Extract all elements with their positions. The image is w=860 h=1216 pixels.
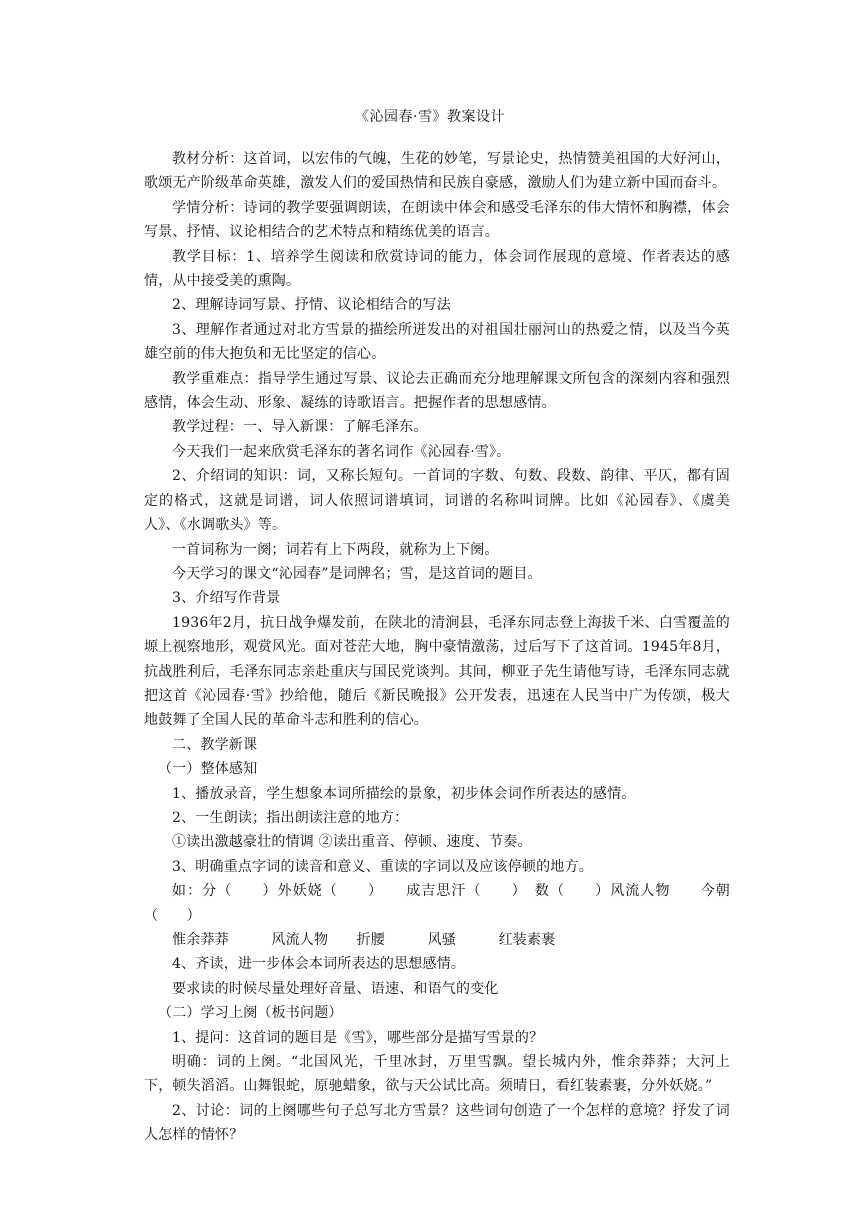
paragraph: 3、明确重点字词的读音和意义、重读的字词以及应该停顿的地方。 [172,858,593,875]
paragraph: 明确：词的上阕。“北国风光，千里冰封，万里雪飘。望长城内外，惟余莽莽；大河上下，顿失滔滔。山舞银蛇，原驰蜡象，欲与天公试比高。须晴日，看红装素裹，分外妖娆。” [144,1054,730,1095]
paragraph: 1936年2月，抗日战争爆发前，在陕北的清涧县，毛泽东同志登上海拔千米、白雪覆盖的塬上视察地形，观赏风光。面对苍茫大地，胸中豪情激荡，过后写下了这首词。1945年8月，抗战胜利后，毛泽东同志亲赴重庆与国民党谈判。其间，柳亚子先生请他写诗，毛泽东同志就把这首《沁园春·雪》抄给他，随后《新民晚报》公开发表，迅速在人民当中广为传颂，极大地鼓舞了全国人民的革命斗志和胜利的信心。 [144,614,730,729]
paragraph: 教学目标：1、培养学生阅读和欣赏诗词的能力，体会词作展现的意境、作者表达的感情，从中接受美的熏陶。 [144,248,730,290]
paragraph: 4、齐读，进一步体会本词所表达的思想感情。 [172,956,466,973]
paragraph: （一）整体感知 [158,761,258,778]
paragraph: 3、理解作者通过对北方雪景的描绘所迸发出的对祖国壮丽河山的热爱之情，以及当今英雄空前的伟大抱负和无比坚定的信心。 [144,321,730,363]
paragraph: 二、教学新课 [172,736,258,753]
paragraph: 教学过程：一、导入新课：了解毛泽东。 [172,419,428,436]
paragraph: 如：分（ ）外妖娆（ ） 成吉思汗（ ） 数（ ）风流人物 今朝（ ） [144,883,730,924]
paragraph: 2、介绍词的知识：词，又称长短句。一首词的字数、句数、段数、韵律、平仄，都有固定的格式，这就是词谱，词人依照词谱填词，词谱的名称叫词牌。比如《沁园春》、《虞美人》、《水调歌头》等。 [144,468,730,534]
paragraph: 2、理解诗词写景、抒情、议论相结合的写法 [172,297,451,314]
paragraph: 学情分析：诗词的教学要强调朗读，在朗读中体会和感受毛泽东的伟大情怀和胸襟，体会写景、抒情、议论相结合的艺术特点和精练优美的语言。 [144,199,730,241]
paragraph: 2、讨论：词的上阕哪些句子总写北方雪景？这些词句创造了一个怎样的意境？抒发了词人怎样的情怀？ [144,1102,730,1144]
paragraph: 今天学习的课文“沁园春”是词牌名；雪，是这首词的题目。 [172,565,542,582]
paragraph: 3、介绍写作背景 [172,590,281,607]
paragraph: 1、播放录音，学生想象本词所描绘的景象，初步体会词作所表达的感情。 [172,785,636,802]
paragraph: 2、一生朗读；指出朗读注意的地方： [172,809,409,826]
paragraph: 教材分析：这首词，以宏伟的气魄，生花的妙笔，写景论史，热情赞美祖国的大好河山，歌颂无产阶级革命英雄，激发人们的爱国热情和民族自豪感，激励人们为建立新中国而奋斗。 [144,151,730,192]
paragraph: 惟余莽莽 风流人物 折腰 风骚 红装素裹 [172,932,556,948]
document-title: 《沁园春·雪》教案设计 [355,109,505,125]
paragraph: 一首词称为一阕；词若有上下两段，就称为上下阕。 [172,541,499,558]
paragraph: 今天我们一起来欣赏毛泽东的著名词作《沁园春·雪》。 [172,443,511,460]
paragraph: 1、提问：这首词的题目是《雪》，哪些部分是描写雪景的？ [172,1029,544,1046]
paragraph: ①读出激越豪壮的情调 ②读出重音、停顿、速度、节奏。 [172,834,532,851]
paragraph: 要求读的时候尽量处理好音量、语速、和语气的变化 [172,980,499,997]
document-body [144,147,730,1148]
paragraph: （二）学习上阕（板书问题） [158,1005,343,1022]
paragraph: 教学重难点：指导学生通过写景、议论去正确而充分地理解课文所包含的深刻内容和强烈感情，体会生动、形象、凝练的诗歌语言。把握作者的思想感情。 [144,370,730,412]
